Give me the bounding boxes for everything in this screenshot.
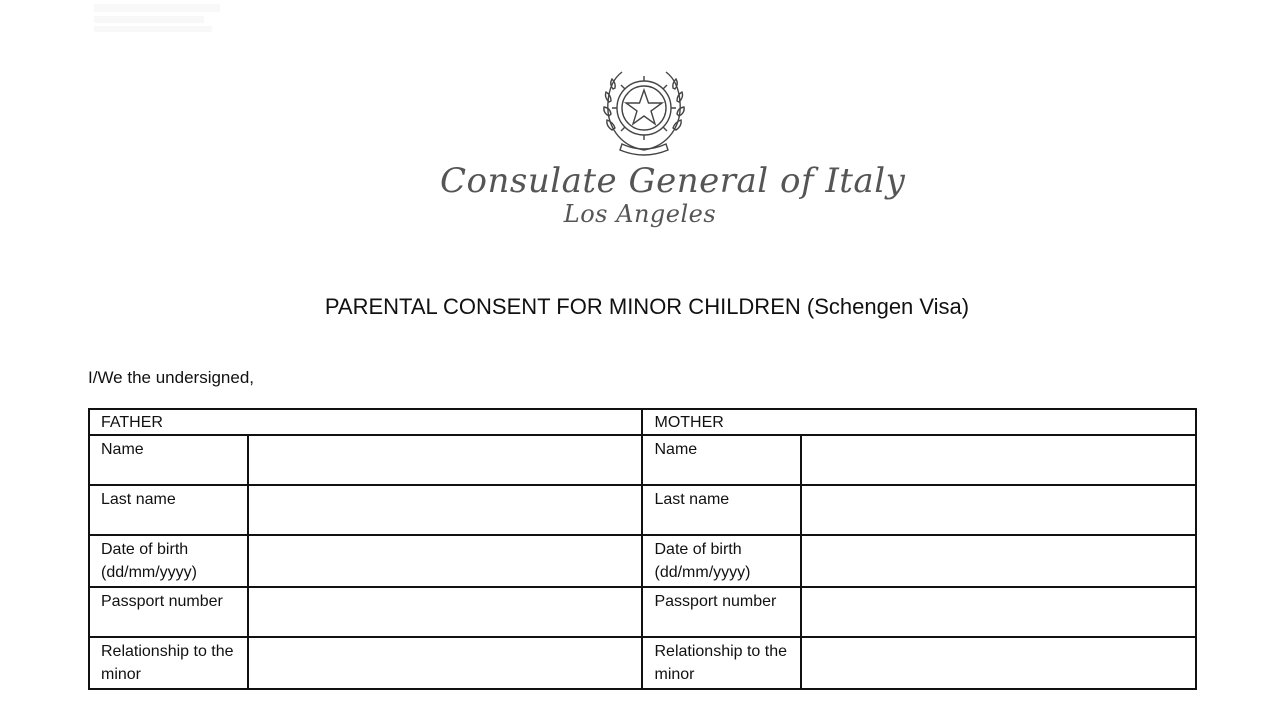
mother-passport-number-field[interactable]	[801, 587, 1196, 637]
mother-relationship-label: Relationship to the minor	[642, 637, 801, 689]
table-header-row	[89, 409, 1196, 435]
italian-republic-emblem-icon	[600, 64, 688, 156]
table-row	[89, 535, 1196, 587]
father-date-of-birth-field[interactable]	[248, 535, 643, 587]
mother-date-of-birth-field[interactable]	[801, 535, 1196, 587]
mother-header: MOTHER	[642, 409, 1196, 435]
letterhead-consulate-name: Consulate General of Italy	[440, 161, 906, 201]
father-name-label: Name	[89, 435, 248, 485]
faint-watermark-mark	[92, 0, 222, 34]
father-last-name-label: Last name	[89, 485, 248, 535]
father-relationship-field[interactable]	[248, 637, 643, 689]
document-title: PARENTAL CONSENT FOR MINOR CHILDREN (Schengen Visa)	[324, 294, 970, 319]
mother-relationship-field[interactable]	[801, 637, 1196, 689]
mother-last-name-field[interactable]	[801, 485, 1196, 535]
mother-passport-number-label: Passport number	[642, 587, 801, 637]
father-date-of-birth-label: Date of birth (dd/mm/yyyy)	[89, 535, 248, 587]
letterhead	[440, 160, 906, 230]
table-row	[89, 435, 1196, 485]
father-relationship-label: Relationship to the minor	[89, 637, 248, 689]
father-header: FATHER	[89, 409, 642, 435]
letterhead-city: Los Angeles	[563, 200, 717, 228]
parent-details-table	[88, 408, 1197, 690]
father-name-field[interactable]	[248, 435, 643, 485]
table-row	[89, 637, 1196, 689]
mother-date-of-birth-label: Date of birth (dd/mm/yyyy)	[642, 535, 801, 587]
intro-text: I/We the undersigned,	[88, 368, 255, 387]
mother-name-field[interactable]	[801, 435, 1196, 485]
table-row	[89, 485, 1196, 535]
table-row	[89, 587, 1196, 637]
father-passport-number-field[interactable]	[248, 587, 643, 637]
father-passport-number-label: Passport number	[89, 587, 248, 637]
mother-name-label: Name	[642, 435, 801, 485]
father-last-name-field[interactable]	[248, 485, 643, 535]
mother-last-name-label: Last name	[642, 485, 801, 535]
